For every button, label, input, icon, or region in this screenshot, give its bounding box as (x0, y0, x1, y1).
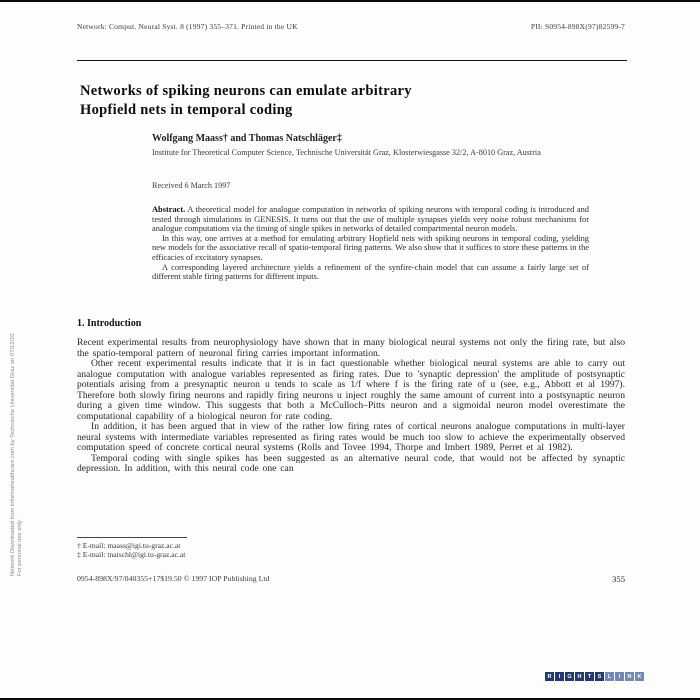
received-date: Received 6 March 1997 (152, 181, 231, 190)
rightslink-letter: N (625, 672, 634, 681)
watermark-line-1: Network Downloaded from informahealthcare.com by Technische Universitat Graz on 07/12/10 (10, 333, 16, 576)
intro-paragraph-4: Temporal coding with single spikes has been suggested as an alternative neural code, that would not be affected by synaptic depression. In addition, with this neural code one can (77, 452, 625, 474)
abstract-text-1: A theoretical model for analogue computation in networks of spiking neurons with temporal coding is introduced and tested through simulations in GENESIS. It turns out that the use of multiple synapses yields very noise robust mechanisms for analogue computations via the timing of single spikes in networks of detailed compartmental neuron models. (152, 205, 589, 234)
title-line-2: Hopfield nets in temporal coding (80, 102, 293, 118)
rightslink-letter: T (585, 672, 594, 681)
rightslink-letter: L (605, 672, 614, 681)
affiliation: Institute for Theoretical Computer Science, Technische Universität Graz, Klosterwiesgasse 32/2, A-8010 Graz, Austria (152, 148, 541, 157)
rightslink-letter: K (635, 672, 644, 681)
pii-number: PII: S0954-898X(97)82599-7 (530, 22, 625, 31)
watermark-line-2: For personal use only. (17, 519, 23, 576)
download-watermark (10, 334, 24, 576)
abstract (152, 205, 589, 282)
intro-paragraph-1: Recent experimental results from neurophysiology have shown that in many biological neural systems not only the firing rate, but also the spatio-temporal pattern of neuronal firing carries important information. (77, 337, 625, 359)
page-footer (77, 574, 625, 584)
intro-paragraph-3: In addition, it has been argued that in view of the rather low firing rates of cortical neurons analogue computations in multi-layer neural systems with intermediate variables represented as firing rates would be much too slow to achieve the experimentally observed computation speed of concrete cortical neural systems (Rolls and Tovee 1994, Thorpe and Imbert 1989, Perret et al 1982). (77, 421, 625, 453)
abstract-paragraph-1 (152, 205, 589, 234)
footnote-email-1: † E-mail: maass@igi.tu-graz.ac.at (77, 541, 181, 550)
introduction-body (77, 338, 625, 475)
footnote-rule (77, 537, 187, 538)
rightslink-letter: H (575, 672, 584, 681)
authors: Wolfgang Maass† and Thomas Natschläger‡ (152, 133, 342, 144)
intro-paragraph-2: Other recent experimental results indicate that it is in fact questionable whether biological neural systems are able to carry out analogue computation with analogue variables represented as firing rates. Due to 'synaptic depression' the amplitude of postsynaptic potentials arising from a presynaptic neuron u tends to scale as 1/f where f is the firing rate of u (see, e.g., Abbott et al 1997). Therefore both slowly firing neurons and rapidly firing neurons u inject roughly the same amount of current into a postsynaptic neuron during a given time window. This suggests that both a McCulloch–Pitts neuron and a sigmoidal neuron model overestimate the computational capability of a biological neuron for rate coding. (77, 358, 625, 422)
rightslink-letter: G (565, 672, 574, 681)
rightslink-letter: R (545, 672, 554, 681)
abstract-paragraph-2: In this way, one arrives at a method for emulating arbitrary Hopfield nets with spiking neurons in temporal coding, yielding new models for the associative recall of spatio-temporal firing patterns. We also show that it suffices to store these patterns in the efficacies of excitatory synapses. (152, 233, 589, 262)
title-rule (77, 60, 627, 61)
issn-copyright: 0954-898X/97/040355+17$19.50 © 1997 IOP Publishing Ltd (77, 574, 270, 583)
journal-citation: Network: Comput. Neural Syst. 8 (1997) 355–371. Printed in the UK (77, 22, 298, 31)
footnote-email-2: ‡ E-mail: tnatschl@igi.tu-graz.ac.at (77, 550, 186, 559)
paper-title (80, 82, 550, 120)
page-number: 355 (612, 574, 625, 584)
scan-edge-top (0, 0, 700, 2)
abstract-label: Abstract. (152, 205, 186, 214)
journal-header (77, 22, 625, 31)
rightslink-letter: S (595, 672, 604, 681)
title-line-1: Networks of spiking neurons can emulate arbitrary (80, 83, 412, 99)
footnotes (77, 541, 377, 559)
rightslink-logo[interactable] (545, 672, 644, 681)
rightslink-letter: I (555, 672, 564, 681)
abstract-paragraph-3: A corresponding layered architecture yields a refinement of the synfire-chain model that can assume a fairly large set of different stable firing patterns for different inputs. (152, 262, 589, 282)
rightslink-letter: I (615, 672, 624, 681)
section-heading-introduction: 1. Introduction (77, 318, 142, 329)
